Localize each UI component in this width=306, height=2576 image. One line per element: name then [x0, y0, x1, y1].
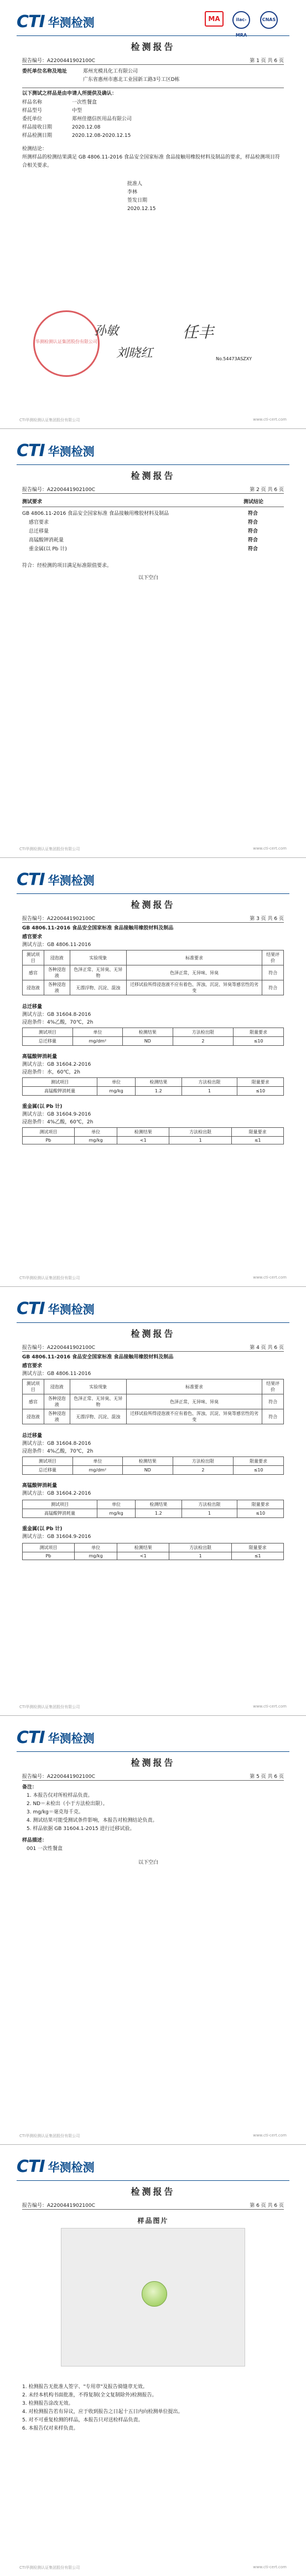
sensory-table: 测试项目 浸泡液 实验现象 标准要求 结果评价 感官 各种浸泡液 色泽正常、无异臭、无异物 色泽正常，无异味、异臭 符合 浸泡液 各种浸泡液 无漂浮物、沉淀、混浊 迁移试验所得浸泡液不应有着色、浑浊、沉淀、异臭等感官性的劣变 符合	[22, 1379, 284, 1424]
photo-title: 样品图片	[137, 2217, 169, 2225]
report-title: 检测报告	[131, 42, 175, 52]
section-heading: 以下测试之样品是由申请人所提供及确认：	[22, 91, 117, 96]
kmno4-table: 测试项目 单位 检测结果 方法检出限 限量要求 高锰酸钾消耗量 mg/kg 1.2 1 ≤10	[22, 1077, 284, 1096]
report-page-3: CTI 华测检测 检测报告 报告编号：A2200441902100C 第 3 页 共 6 页 GB 4806.11-2016 食品安全国家标准 食品接触用橡胶材料及制品 感官要求 测试方法：GB 4806.11-2016 测试项目 浸泡液 实验现象 标准要求 结果评价 感官 各种浸泡液 色泽正常、无异臭、无异物 色泽正常，无异味、异臭 符合 浸泡液 各种浸泡液 无漂浮物、沉淀、混浊 迁移试验所得浸泡液不应有着色、浑浊、沉淀、异臭等感官性的劣变 符合 总迁移量 测试方法：GB 31604.8-2016 浸泡条件：4%乙酸，70℃，2h 测试项目 单位 检测结果 方法检出限 限量要求 总迁移量 mg/dm² ND 2 ≤10 高锰酸钾消耗量 测试方法：GB 31604.2-2016 浸泡条件：水，60℃，2h 测试项目 单位 检测结果 方法检出限 限量要求 高锰酸钾消耗量 mg/kg 1.2 1 ≤10 重金属(以 Pb 计) 测试方法：GB 31604.9-2016 浸泡条件：4%乙酸，60℃，2h 测试项目 单位 检测结果 方法检出限 限量要求 Pb mg/kg <1 1 ≤1 CTI华测检测认证集团股份有限公司 www.cti-cert.com	[0, 858, 306, 1287]
signature-1: 孙敏	[94, 324, 119, 338]
company-seal: 华测检测认证集团股份有限公司	[33, 310, 100, 377]
cti-logo: CTI 华测检测	[17, 870, 95, 890]
signature-2: 任丰	[183, 323, 214, 341]
page-footer: CTI华测检测认证集团股份有限公司 www.cti-cert.com	[19, 417, 287, 422]
report-page-4: CTI 华测检测 检测报告 报告编号：A2200441902100C 第 4 页 共 6 页 GB 4806.11-2016 食品安全国家标准 食品接触用橡胶材料及制品 感官要求 测试方法：GB 4806.11-2016 测试项目 浸泡液 实验现象 标准要求 结果评价 感官 各种浸泡液 色泽正常、无异臭、无异物 色泽正常，无异味、异臭 符合 浸泡液 各种浸泡液 无漂浮物、沉淀、混浊 迁移试验所得浸泡液不应有着色、浑浊、沉淀、异臭等感官性的劣变 符合 总迁移量 测试方法：GB 31604.8-2016 浸泡条件：4%乙酸，70℃，2h 测试项目 单位 检测结果 方法检出限 限量要求 总迁移量 mg/dm² ND 2 ≤10 高锰酸钾消耗量 测试方法：GB 31604.2-2016 测试项目 单位 检测结果 方法检出限 限量要求 高锰酸钾消耗量 mg/kg 1.2 1 ≤10 重金属(以 Pb 计) 测试方法：GB 31604.9-2016 测试项目 单位 检测结果 方法检出限 限量要求 Pb mg/kg <1 1 ≤1 CTI华测检测认证集团股份有限公司 www.cti-cert.com	[0, 1287, 306, 1716]
report-meta: 报告编号：A2200441902100C 第 1 页 共 6 页	[22, 58, 284, 64]
migration-table: 测试项目 单位 检测结果 方法检出限 限量要求 总迁移量 mg/dm² ND 2 ≤10	[22, 1028, 284, 1046]
ma-mark: MA	[205, 11, 224, 27]
cnas-mark: CNAS	[260, 11, 278, 29]
ilac-mark: ilac-	[232, 11, 250, 29]
cti-logo: CTI 华测检测	[17, 441, 95, 461]
heavy-metal-table: 测试项目 单位 检测结果 方法检出限 限量要求 Pb mg/kg <1 1 ≤1	[22, 1127, 284, 1144]
client-label: 委托单位名称及地址	[22, 69, 68, 74]
report-page-2: CTI 华测检测 检测报告 报告编号：A2200441902100C 第 2 页 共 6 页 测试要求 测试结论 GB 4806.11-2016 食品安全国家标准 食品接触用橡胶材料及制品 符合 感官要求 符合 总迁移量 符合 高锰酸钾消耗量 符合 重金属(以 Pb 计) 符合 符合：经检测的项目满足标准限值要求。 以下空白 CTI华测检测认证集团股份有限公司 www.cti-cert.com	[0, 429, 306, 858]
sample-photo	[61, 2228, 245, 2367]
report-header	[17, 11, 289, 37]
cti-logo: CTI 华测检测	[17, 1299, 95, 1318]
report-page-1: CTI 华测检测 MA ilac- CNAS 检测报告 报告编号：A2200441902100C 第 1 页 共 6 页 委托单位名称及地址 郑州光模具化工有限公司 广东省惠州市惠北工业园新工路3号工区D栋 以下测试之样品是由申请人所提供及确认： 样品名称 一次性餐盒 样品型号 中型 委托单位 郑州佳德信医用品有限公司 样品接收日期 2020.12.08 样品检测日期 2020.12.08-2020.12.15 检测结论： 所测样品的检测结果满足 GB 4806.11-2016 食品安全国家标准 食品接触用橡胶材料及制品的要求，样品检测项目符合相关要求。 批准人 李林 签发日期 2020.12.15 华测检测认证集团股份有限公司 孙敏 任丰 刘晓红 No.54473ASZXY CTI华测检测认证集团股份有限公司 www.cti-cert.com	[0, 0, 306, 429]
report-title: 检测报告	[131, 471, 175, 481]
sample-disc	[142, 2281, 167, 2307]
conclusion-text: 所测样品的检测结果满足 GB 4806.11-2016 食品安全国家标准 食品接触用橡胶材料及制品的要求，样品检测项目符合相关要求。	[22, 155, 280, 168]
report-page-6: CTI 华测检测 检测报告 报告编号：A2200441902100C 第 6 页 共 6 页 样品图片 1. 检测报告无批准人签字、"专用章"及报告骑缝章无效。 2. 未经本机构书面批准，不得复制(全文复制除外)检测报告。 3. 检测报告涂改无效。 4. 对检测报告若有异议，应于收到报告之日起十五日内向检测单位提出。 5. 对不可重复检测的样品，本报告只对送检样品负责。 6. 本报告仅对来样负责。 CTI华测检测认证集团股份有限公司 www.cti-cert.com	[0, 2145, 306, 2576]
cti-logo: CTI 华测检测	[17, 12, 95, 32]
sensory-table: 测试项目 浸泡液 实验现象 标准要求 结果评价 感官 各种浸泡液 色泽正常、无异臭、无异物 色泽正常，无异味、异臭 符合 浸泡液 各种浸泡液 无漂浮物、沉淀、混浊 迁移试验所得浸泡液不应有着色、浑浊、沉淀、异臭等感官性的劣变 符合	[22, 950, 284, 995]
signature-3: 刘晓红	[116, 346, 153, 360]
report-page-5: CTI 华测检测 检测报告 报告编号：A2200441902100C 第 5 页 共 6 页 备注： 1. 本报告仅对所检样品负责。 2. ND＝未检出（小于方法检出限）。 3. mg/kg＝毫克每千克。 4. 测试结果可能受测试条件影响，本报告对检测结论负责。 5. 样品依据 GB 31604.1-2015 进行迁移试验。 样品描述： 001 一次性餐盒 以下空白 CTI华测检测认证集团股份有限公司 www.cti-cert.com	[0, 1716, 306, 2145]
cti-logo: CTI 华测检测	[17, 1728, 95, 1747]
cti-logo: CTI 华测检测	[17, 2157, 95, 2176]
